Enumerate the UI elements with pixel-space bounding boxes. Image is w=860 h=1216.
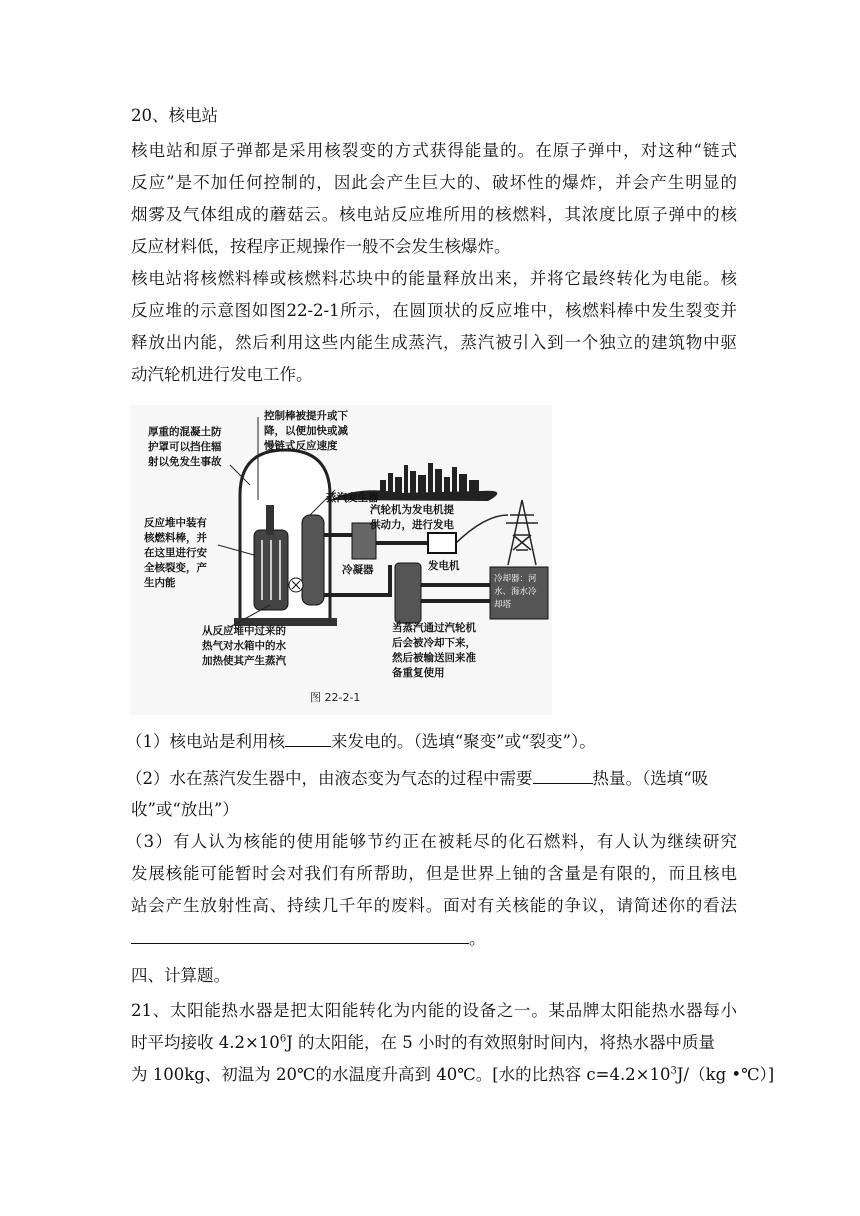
q1-text-before: （1）核电站是利用核 — [126, 732, 285, 751]
question-20-heading: 20、核电站 — [131, 106, 218, 125]
question-20-part-1 — [126, 730, 596, 753]
control-rod — [266, 505, 274, 535]
nuclear-plant-diagram — [130, 405, 552, 715]
intro-line: 核电站和原子弹都是采用核裂变的方式获得能量的。在原子弹中，对这种“链式 — [131, 141, 737, 160]
q21-exponent: 6 — [279, 1033, 287, 1045]
steam-generator — [302, 515, 324, 605]
question-20-part-3-line: 发展核能可能暂时会对我们有所帮助，但是世界上铀的含量是有限的，而且核电 — [131, 864, 737, 883]
figure-caption: 图 22-2-1 — [310, 691, 361, 704]
label-cooling: 冷却器：河 水、海水冷 却塔 — [494, 574, 537, 610]
q2-text-after: 热量。（选填“吸 — [592, 769, 709, 788]
intro-line: 反应材料低，按程序正规操作一般不会发生核爆炸。 — [131, 237, 511, 256]
q21-text: 时平均接收 4.2×10 — [131, 1033, 280, 1052]
question-21-line — [131, 1032, 715, 1054]
label-condenser: 冷凝器 — [342, 564, 374, 576]
label-steam-cycle: 当蒸汽通过汽轮机 后会被冷却下来， 然后被输送回来准 备重复使用 — [392, 622, 476, 679]
label-steam-generator: 蒸汽发生器 — [326, 492, 379, 504]
q3-answer-blank[interactable] — [131, 927, 469, 944]
intro-line: 释放出内能，然后利用这些内能生成蒸汽，蒸汽被引入到一个独立的建筑物中驱 — [131, 333, 737, 352]
q1-text-after: 来发电的。（选填“聚变”或“裂变”）。 — [331, 732, 596, 751]
question-20-part-2 — [126, 767, 708, 790]
q2-answer-blank[interactable] — [533, 767, 593, 784]
generator — [428, 533, 456, 553]
q21-text: 为 100kg、初温为 20℃的水温度升高到 40℃。[水的比热容 c=4.2×10 — [131, 1065, 671, 1084]
question-20-part-2-cont: 收”或“放出”） — [131, 800, 239, 819]
label-generator: 发电机 — [428, 560, 460, 572]
question-20-part-3-answer — [131, 927, 486, 950]
condenser — [395, 563, 421, 623]
intro-line: 反应”是不加任何控制的，因此会产生巨大的、破坏性的爆炸，并会产生明显的 — [131, 173, 737, 192]
label-reactor: 反应堆中装有 核燃料棒，并 在这里进行安 全核裂变，产 生内能 — [144, 517, 207, 589]
q21-exponent: 3 — [670, 1065, 677, 1077]
label-shield: 厚重的混凝土防 护罩可以挡住辐 射以免发生事故 — [148, 426, 222, 468]
section-4-heading: 四、计算题。 — [131, 966, 230, 985]
label-steam-heating: 从反应堆中过来的 热气对水箱中的水 加热使其产生蒸汽 — [202, 625, 286, 667]
q2-text-before: （2）水在蒸汽发生器中，由液态变为气态的过程中需要 — [126, 769, 533, 788]
q21-text: J/（kg •℃）] — [676, 1065, 775, 1084]
question-21-line: 21、太阳能热水器是把太阳能转化为内能的设备之一。某品牌太阳能热水器每小 — [131, 1001, 737, 1020]
label-turbine: 汽轮机为发电机提 供动力，进行发电 — [370, 504, 454, 531]
q21-text: J 的太阳能，在 5 小时的有效照射时间内，将热水器中质量 — [286, 1033, 716, 1052]
label-control-rod: 控制棒被提升或下 降，以便加快或减 慢链式反应速度 — [264, 410, 348, 452]
intro-line: 动汽轮机进行发电工作。 — [131, 365, 313, 384]
intro-line: 核电站将核燃料棒或核燃料芯块中的能量释放出来，并将它最终转化为电能。核 — [131, 269, 737, 288]
question-20-part-3-line: 站会产生放射性高、持续几千年的废料。面对有关核能的争议，请简述你的看法 — [131, 896, 737, 915]
q3-end: 。 — [469, 929, 486, 948]
intro-line: 反应堆的示意图如图22-2-1所示，在圆顶状的反应堆中，核燃料棒中发生裂变并 — [131, 301, 737, 320]
question-21-line — [131, 1064, 774, 1086]
question-20-part-3-line: （3）有人认为核能的使用能够节约正在被耗尽的化石燃料，有人认为继续研究 — [126, 832, 737, 851]
q1-answer-blank[interactable] — [285, 730, 331, 747]
intro-line: 烟雾及气体组成的蘑菇云。核电站反应堆所用的核燃料，其浓度比原子弹中的核 — [131, 205, 737, 224]
